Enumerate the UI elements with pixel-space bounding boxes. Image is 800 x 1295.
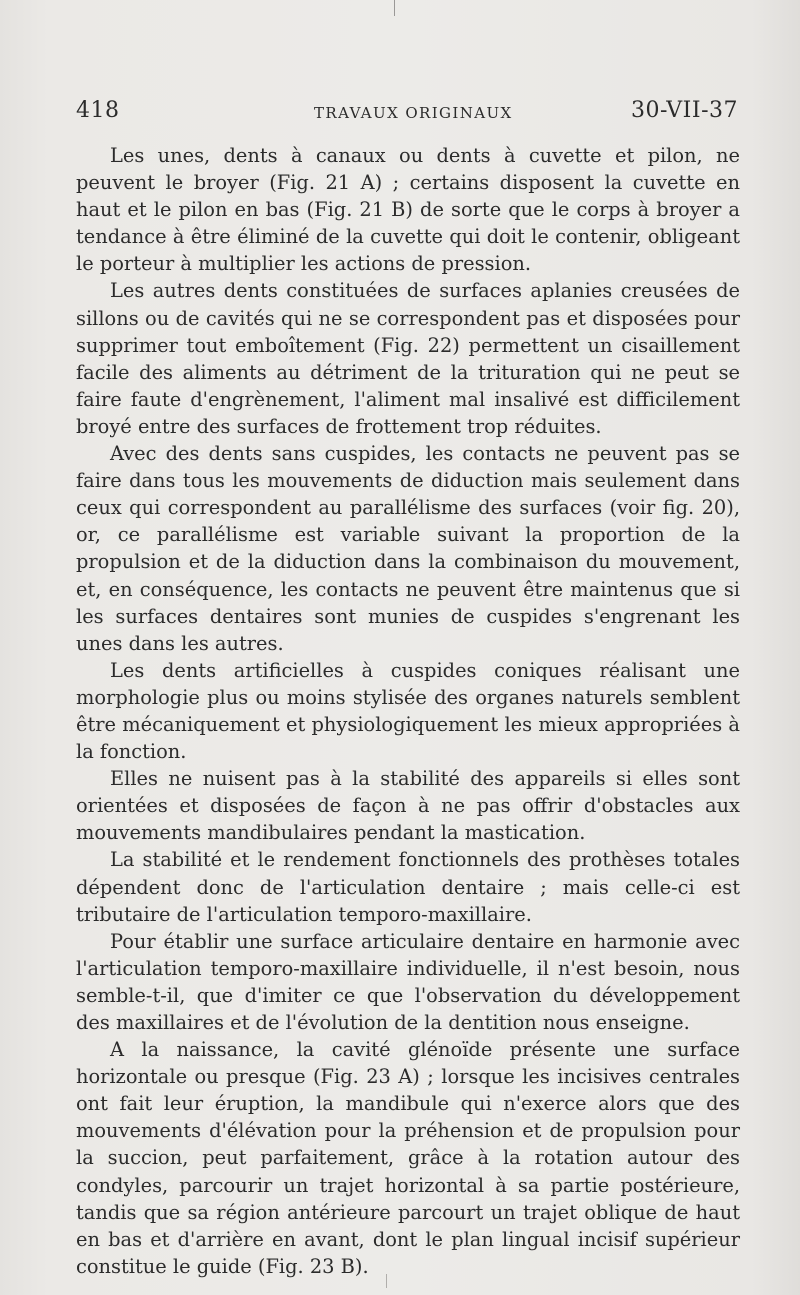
running-title: TRAVAUX ORIGINAUX [314,104,513,122]
paragraph: A la naissance, la cavité glénoïde présente une surface horizontale ou presque (Fig. 23 A) ; lorsque les incisives centrales ont fait leur éruption, la mandibule qui n'exerce alors que des mouvements d'élévation pour la préhension et de propulsion pour la succion, peut parfaitement, grâce à la rotation autour des condyles, parcourir un trajet horizontal à sa partie postérieure, tandis que sa région antérieure parcourt un trajet oblique de haut en bas et d'arrière en avant, dont le plan lingual incisif supérieur constitue le guide (Fig. 23 B). [76,1038,740,1278]
paragraph: Les autres dents constituées de surfaces aplanies creusées de sillons ou de cavités qui ne se correspondent pas et disposées pour supprimer tout emboîtement (Fig. 22) permettent un cisaillement facile des aliments au détriment de la trituration qui ne peut se faire faute d'engrènement, l'aliment mal insalivé est difficilement broyé entre des surfaces de frottement trop réduites. [76,279,740,438]
paragraph: Elles ne nuisent pas à la stabilité des appareils si elles sont orientées et disposées de façon à ne pas offrir d'obstacles aux mouvements mandibulaires pendant la mastication. [76,767,740,845]
page-header [76,98,738,128]
paragraph: La stabilité et le rendement fonctionnels des prothèses totales dépendent donc de l'articulation dentaire ; mais celle-ci est tributaire de l'articulation temporo-maxillaire. [76,848,740,926]
paragraph: Les dents artificielles à cuspides coniques réalisant une morphologie plus ou moins stylisée des organes naturels semblent être mécaniquement et physiologiquement les mieux appropriées à la fonction. [76,658,740,764]
paragraph: Les unes, dents à canaux ou dents à cuvette et pilon, ne peuvent le broyer (Fig. 21 A) ; certains disposent la cuvette en haut et le pilon en bas (Fig. 21 B) de sorte que le corps à broyer a tendance à être éliminé de la cuvette qui doit le contenir, obligeant le porteur à multiplier les actions de pression. [76,144,740,276]
header-date: 30-VII-37 [630,98,738,123]
paragraph: Pour établir une surface articulaire dentaire en harmonie avec l'articulation temporo-maxillaire individuelle, il n'est besoin, nous semble-t-il, que d'imiter ce que l'observation du développement des maxillaires et de l'évolution de la dentition nous enseigne. [76,929,740,1034]
page-number: 418 [76,98,120,123]
paragraph: Avec des dents sans cuspides, les contacts ne peuvent pas se faire dans tous les mouvements de diduction mais seulement dans ceux qui correspondent au parallélisme des surfaces (voir fig. 20), or, ce parallélisme est variable suivant la proportion de la propulsion et de la diduction dans la combinaison du mouvement, et, en conséquence, les contacts ne peuvent être maintenus que si les surfaces dentaires sont munies de cuspides s'engrenant les unes dans les autres. [76,442,740,655]
gutter-mark-top [394,0,395,16]
gutter-mark-bottom [386,1274,387,1288]
body-text [76,142,740,1280]
